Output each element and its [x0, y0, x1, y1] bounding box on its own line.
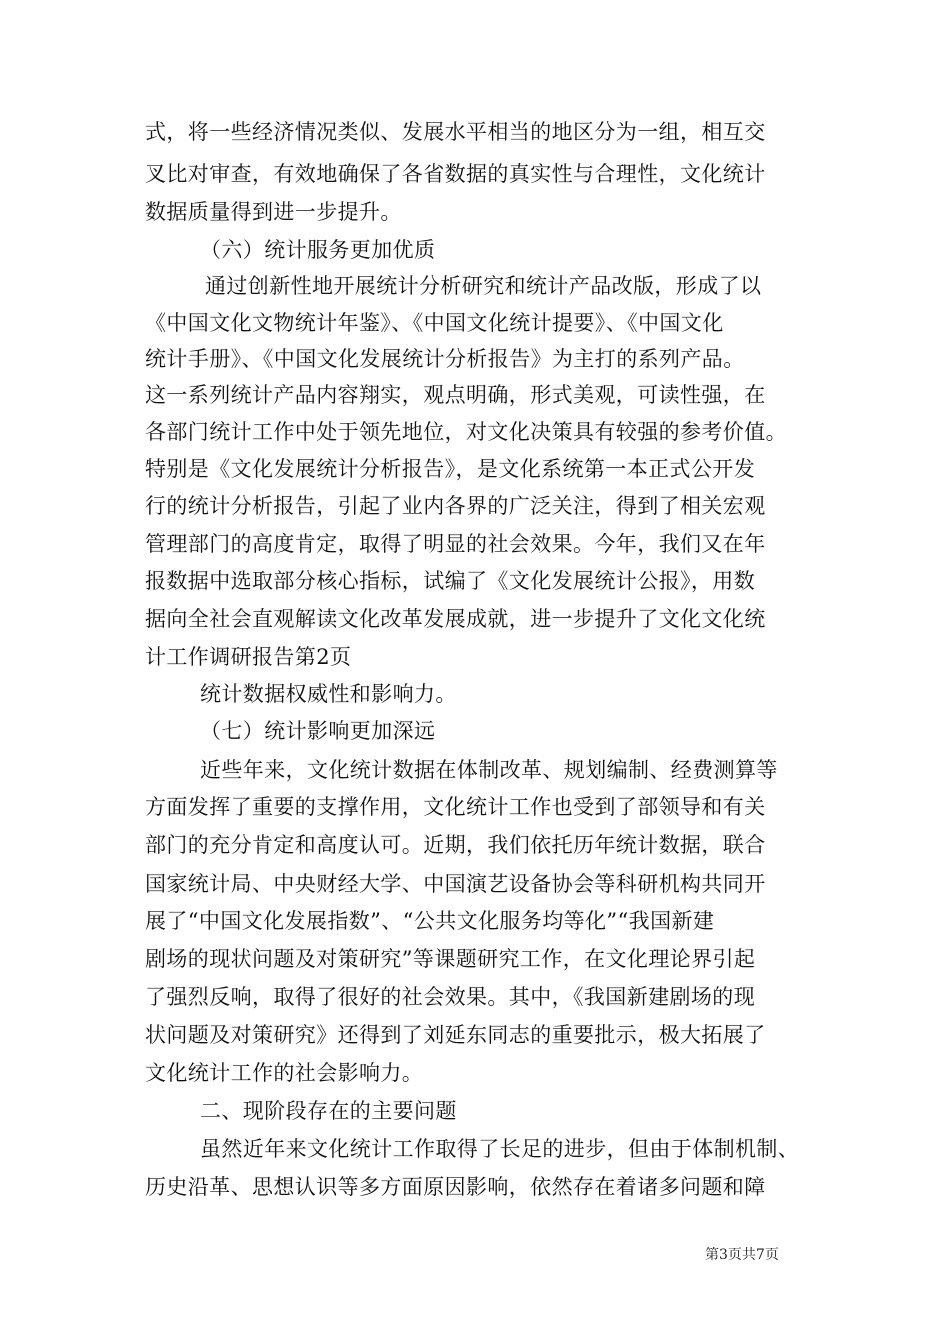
text-line: 管理部门的高度肯定，取得了明显的社会效果。今年，我们又在年	[145, 532, 766, 556]
text-line: 数据质量得到进一步提升。	[145, 200, 402, 224]
text-line: 各部门统计工作中处于领先地位，对文化决策具有较强的参考价值。	[145, 420, 787, 444]
section-heading-7: （七）统计影响更加深远	[200, 719, 436, 743]
text-line: 通过创新性地开展统计分析研究和统计产品改版，形成了以	[205, 274, 762, 298]
text-line: 展了“中国文化发展指数”、“公共文化服务均等化”“我国新建	[145, 909, 715, 933]
text-line: 计工作调研报告第2页	[145, 645, 352, 669]
text-line: 部门的充分肯定和高度认可。近期，我们依托历年统计数据，联合	[145, 833, 766, 857]
text-line: 文化统计工作的社会影响力。	[145, 1061, 424, 1085]
text-line: 《中国文化文物统计年鉴》、《中国文化统计提要》、《中国文化	[145, 311, 724, 335]
text-line: 叉比对审查，有效地确保了各省数据的真实性与合理性，文化统计	[145, 162, 766, 186]
text-line: 这一系列统计产品内容翔实，观点明确，形式美观，可读性强，在	[145, 383, 766, 407]
text-line: 状问题及对策研究》还得到了刘延东同志的重要批示，极大拓展了	[145, 1023, 766, 1047]
text-line: 国家统计局、中央财经大学、中国演艺设备协会等科研机构共同开	[145, 872, 766, 896]
text-line: 特别是《文化发展统计分析报告》，是文化系统第一本正式公开发	[145, 457, 756, 481]
text-line: 剧场的现状问题及对策研究”等课题研究工作，在文化理论界引起	[145, 947, 756, 971]
text-line: 历史沿革、思想认识等多方面原因影响，依然存在着诸多问题和障	[145, 1175, 766, 1199]
text-line: 了强烈反响，取得了很好的社会效果。其中，《我国新建剧场的现	[145, 985, 756, 1009]
text-line: 式，将一些经济情况类似、发展水平相当的地区分为一组，相互交	[145, 120, 766, 144]
text-line: 方面发挥了重要的支撑作用，文化统计工作也受到了部领导和有关	[145, 795, 766, 819]
text-line: 统计手册》、《中国文化发展统计分析报告》为主打的系列产品。	[145, 347, 745, 371]
text-line: 统计数据权威性和影响力。	[200, 682, 457, 706]
text-line: 近些年来，文化统计数据在体制改革、规划编制、经费测算等	[200, 758, 778, 782]
section-heading-6: （六）统计服务更加优质	[200, 238, 436, 262]
text-line: 据向全社会直观解读文化改革发展成就，进一步提升了文化文化统	[145, 607, 766, 631]
text-line: 虽然近年来文化统计工作取得了长足的进步，但由于体制机制、	[200, 1137, 800, 1161]
text-line: 行的统计分析报告，引起了业内各界的广泛关注，得到了相关宏观	[145, 494, 766, 518]
text-line: 报数据中选取部分核心指标，试编了《文化发展统计公报》，用数	[145, 569, 756, 593]
page-footer: 第3页共7页	[705, 1247, 779, 1263]
section-heading-2: 二、现阶段存在的主要问题	[200, 1099, 457, 1123]
